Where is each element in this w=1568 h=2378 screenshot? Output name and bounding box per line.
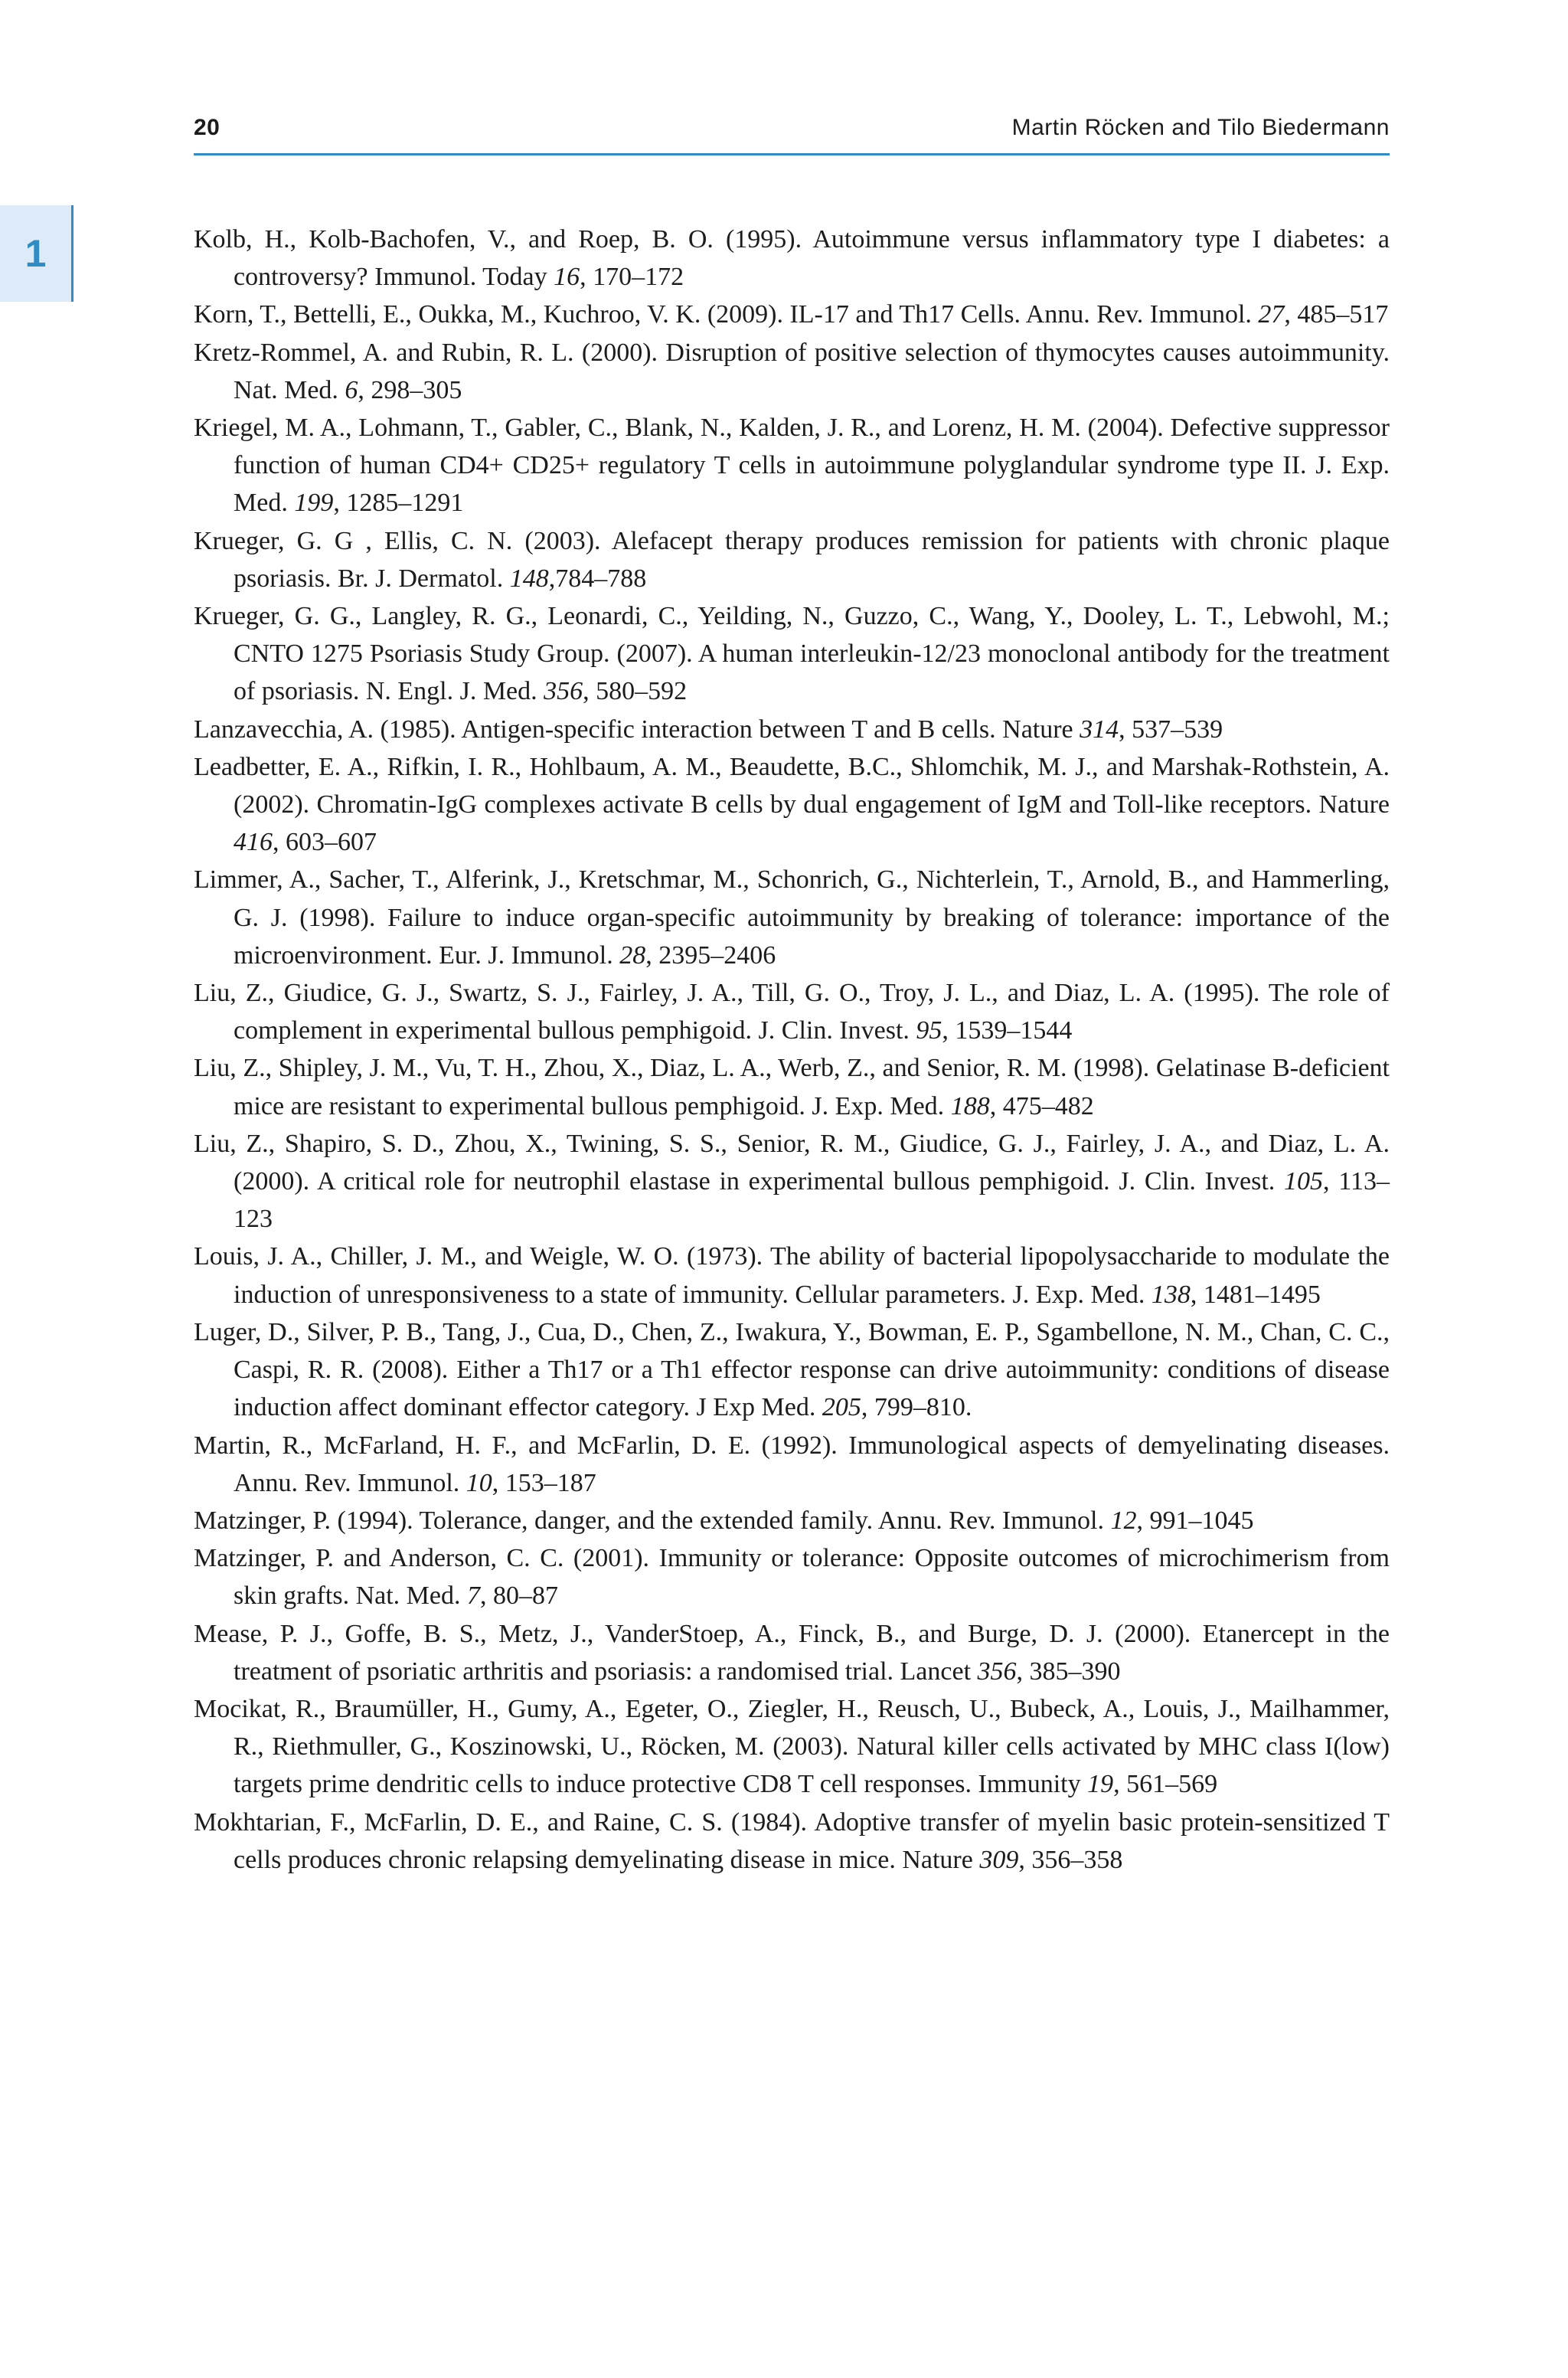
reference-entry: Kolb, H., Kolb-Bachofen, V., and Roep, B. O. (1995). Autoimmune versus inflammatory type I diabetes: a controversy? Immunol. Today 16, 170–172 [194, 225, 1390, 292]
reference-entry: Liu, Z., Shipley, J. M., Vu, T. H., Zhou, X., Diaz, L. A., Werb, Z., and Senior, R. M. (1998). Gelatinase B-deficient mice are resistant to experimental bullous pemphigoid. J. Exp. Med. 188, 475–482 [194, 1054, 1390, 1120]
reference-entry: Kriegel, M. A., Lohmann, T., Gabler, C., Blank, N., Kalden, J. R., and Lorenz, H. M. (2004). Defective suppressor function of human CD4+ CD25+ regulatory T cells in autoimmune polyglandular syndrome type II. J. Exp. Med. 199, 1285–1291 [194, 414, 1390, 518]
reference-entry: Luger, D., Silver, P. B., Tang, J., Cua, D., Chen, Z., Iwakura, Y., Bowman, E. P., Sgambellone, N. M., Chan, C. C., Caspi, R. R. (2008). Either a Th17 or a Th1 effector response can drive autoimmunity: conditions of disease induction affect dominant effector category. J Exp Med. 205, 799–810. [194, 1317, 1390, 1422]
reference-entry: Mokhtarian, F., McFarlin, D. E., and Raine, C. S. (1984). Adoptive transfer of myelin basic protein-sensitized T cells produces chronic relapsing demyelinating disease in mice. Nature 309, 356–358 [194, 1807, 1390, 1874]
reference-volume: 7 [467, 1582, 481, 1611]
reference-volume: 16 [554, 263, 580, 292]
reference-volume: 95 [916, 1016, 942, 1045]
page-number: 20 [194, 115, 220, 140]
reference-volume: 28 [619, 940, 646, 970]
reference-volume: 6 [345, 375, 358, 404]
reference-volume: 309 [979, 1845, 1019, 1874]
reference-volume: 27 [1258, 300, 1285, 329]
reference-entry: Krueger, G. G , Ellis, C. N. (2003). Alefacept therapy produces remission for patients with chronic plaque psoriasis. Br. J. Dermatol. 148,784–788 [194, 526, 1390, 593]
reference-entry: Leadbetter, E. A., Rifkin, I. R., Hohlbaum, A. M., Beaudette, B.C., Shlomchik, M. J., and Marshak-Rothstein, A. (2002). Chromatin-IgG complexes activate B cells by dual engagement of IgM and Toll-like receptors. Nature 416, 603–607 [194, 752, 1390, 857]
reference-entry: Korn, T., Bettelli, E., Oukka, M., Kuchroo, V. K. (2009). IL-17 and Th17 Cells. Annu. Rev. Immunol. 27, 485–517 [194, 300, 1389, 329]
reference-entry: Matzinger, P. (1994). Tolerance, danger, and the extended family. Annu. Rev. Immunol. 12, 991–1045 [194, 1506, 1254, 1535]
reference-entry: Mocikat, R., Braumüller, H., Gumy, A., Egeter, O., Ziegler, H., Reusch, U., Bubeck, A., Louis, J., Mailhammer, R., Riethmuller, G., Koszinowski, U., Röcken, M. (2003). Natural killer cells activated by MHC class I(low) targets prime dendritic cells to induce protective CD8 T cell responses. Immunity 19, 561–569 [194, 1694, 1390, 1799]
reference-entry: Matzinger, P. and Anderson, C. C. (2001). Immunity or tolerance: Opposite outcomes of microchimerism from skin grafts. Nat. Med. 7, 80–87 [194, 1544, 1390, 1611]
chapter-tab: 1 [0, 205, 74, 302]
reference-volume: 148 [509, 564, 549, 593]
running-header [194, 110, 1390, 155]
reference-entry: Krueger, G. G., Langley, R. G., Leonardi, C., Yeilding, N., Guzzo, C., Wang, Y., Dooley, L. T., Lebwohl, M.; CNTO 1275 Psoriasis Study Group. (2007). A human interleukin-12/23 monoclonal antibody for the treatment of psoriasis. N. Engl. J. Med. 356, 580–592 [194, 602, 1390, 706]
reference-entry: Martin, R., McFarland, H. F., and McFarlin, D. E. (1992). Immunological aspects of demyelinating diseases. Annu. Rev. Immunol. 10, 153–187 [194, 1431, 1390, 1497]
reference-entry: Limmer, A., Sacher, T., Alferink, J., Kretschmar, M., Schonrich, G., Nichterlein, T., Arnold, B., and Hammerling, G. J. (1998). Failure to induce organ-specific autoimmunity by breaking of tolerance: importance of the microenvironment. Eur. J. Immunol. 28, 2395–2406 [194, 865, 1390, 970]
reference-volume: 188 [950, 1091, 990, 1120]
reference-volume: 356 [977, 1657, 1017, 1686]
reference-volume: 105 [1284, 1167, 1324, 1196]
reference-volume: 356 [544, 677, 583, 706]
running-head-authors: Martin Röcken and Tilo Biedermann [1011, 115, 1390, 140]
reference-entry: Liu, Z., Giudice, G. J., Swartz, S. J., Fairley, J. A., Till, G. O., Troy, J. L., and Diaz, L. A. (1995). The role of complement in experimental bullous pemphigoid. J. Clin. Invest. 95, 1539–1544 [194, 979, 1390, 1045]
reference-list [194, 221, 1390, 1879]
reference-entry: Lanzavecchia, A. (1985). Antigen-specific interaction between T and B cells. Nature 314, 537–539 [194, 715, 1223, 744]
reference-volume: 10 [466, 1468, 492, 1497]
reference-entry: Louis, J. A., Chiller, J. M., and Weigle, W. O. (1973). The ability of bacterial lipopolysaccharide to modulate the induction of unresponsiveness to a state of immunity. Cellular parameters. J. Exp. Med. 138, 1481–1495 [194, 1242, 1390, 1309]
reference-volume: 138 [1151, 1280, 1191, 1309]
reference-volume: 416 [234, 828, 273, 857]
reference-volume: 199 [294, 489, 334, 518]
reference-volume: 12 [1110, 1506, 1137, 1535]
reference-volume: 205 [822, 1393, 861, 1422]
reference-volume: 19 [1087, 1770, 1114, 1799]
reference-entry: Mease, P. J., Goffe, B. S., Metz, J., VanderStoep, A., Finck, B., and Burge, D. J. (2000). Etanercept in the treatment of psoriatic arthritis and psoriasis: a randomised trial. Lancet 356, 385–390 [194, 1619, 1390, 1686]
reference-volume: 314 [1080, 715, 1119, 744]
reference-entry: Kretz-Rommel, A. and Rubin, R. L. (2000). Disruption of positive selection of thymocytes causes autoimmunity. Nat. Med. 6, 298–305 [194, 338, 1390, 404]
reference-entry: Liu, Z., Shapiro, S. D., Zhou, X., Twining, S. S., Senior, R. M., Giudice, G. J., Fairley, J. A., and Diaz, L. A. (2000). A critical role for neutrophil elastase in experimental bullous pemphigoid. J. Clin. Invest. 105, 113–123 [194, 1129, 1390, 1234]
